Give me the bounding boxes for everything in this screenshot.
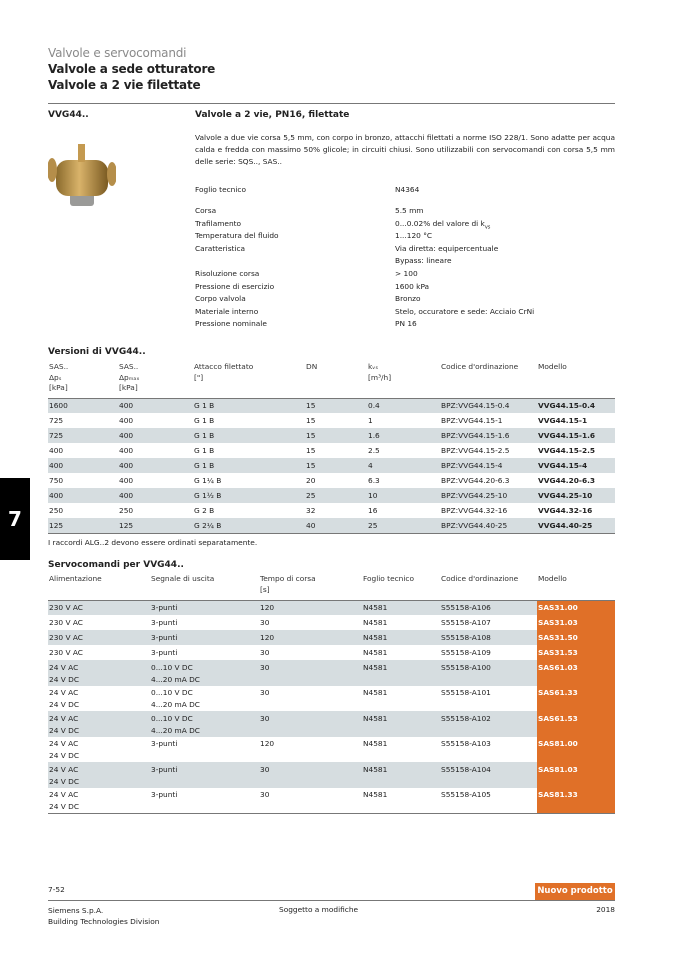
spec-row [195, 218, 615, 231]
spec-label: Materiale interno [195, 306, 259, 316]
table-cell: G 1 B [193, 458, 305, 473]
spec-row [195, 318, 615, 331]
table-row [48, 518, 615, 533]
table-cell: 30 [260, 617, 270, 627]
table-cell: SAS31.03 [537, 615, 615, 630]
table-cell: 24 V AC 24 V DC [48, 711, 150, 737]
table-cell: S55158-A100 [440, 660, 537, 686]
table-cell: VVG44.15-0.4 [537, 398, 615, 413]
table-row [48, 413, 615, 428]
table-cell: SAS61.53 [537, 711, 615, 737]
column-header: SAS.. Δpₘₐₓ [kPa] [119, 362, 140, 392]
table-row [48, 686, 615, 712]
table-cell: BPZ:VVG44.15-2.5 [441, 445, 510, 455]
table-cell: 400 [118, 458, 193, 473]
column-header: Codice d'ordinazione [441, 362, 519, 371]
table-row [48, 788, 615, 814]
table-row [48, 645, 615, 660]
table-row [48, 503, 615, 518]
spec-row [195, 230, 615, 243]
table-cell: G 1 B [193, 428, 305, 443]
table-row [48, 630, 615, 645]
spec-label: Pressione nominale [195, 319, 267, 329]
table-cell: SAS81.00 [537, 737, 615, 763]
table-cell: VVG44.15-1 [538, 415, 588, 425]
table-cell: VVG44.15-1.6 [537, 428, 615, 443]
table-cell: 15 [306, 445, 316, 455]
table-cell: 1 [368, 415, 373, 425]
actuators-table [48, 574, 615, 814]
spec-value-text: > 100 [395, 268, 418, 278]
table-cell: SAS31.53 [537, 645, 615, 660]
valve-image [48, 140, 116, 210]
column-header: Codice d'ordinazione [441, 574, 519, 583]
table-row [48, 737, 615, 763]
table-cell: 2.5 [368, 445, 380, 455]
table-cell: 25 [305, 488, 367, 503]
column-header: Attacco filettato ["] [194, 362, 254, 382]
spec-row [195, 281, 615, 294]
table-cell: S55158-A103 [441, 739, 491, 748]
table-cell: 40 [305, 518, 367, 533]
table-cell: 125 [48, 518, 118, 533]
table-cell: S55158-A106 [440, 600, 537, 615]
table-cell: 30 [260, 647, 270, 657]
table-cell: S55158-A101 [441, 688, 491, 697]
table-cell: 15 [306, 415, 316, 425]
table-cell: 400 [119, 445, 134, 455]
category-heading: Valvole e servocomandi [48, 46, 187, 60]
table-cell: 3-punti [151, 617, 178, 627]
spec-value [395, 255, 452, 268]
table-cell: 6.3 [368, 475, 380, 485]
table-row [48, 762, 615, 788]
table-cell: 400 [119, 475, 134, 485]
spec-value [395, 230, 432, 243]
table-cell: S55158-A105 [441, 790, 491, 799]
spec-label: Pressione di esercizio [195, 281, 275, 291]
table-cell: G 1¼ B [194, 475, 222, 485]
table-cell: 16 [368, 505, 378, 515]
table-cell: 230 V AC [48, 600, 150, 615]
table-cell: 120 [259, 600, 362, 615]
page-title: Valvole a sede otturatore [48, 62, 216, 76]
table-row [48, 660, 615, 686]
table-cell: S55158-A107 [441, 617, 491, 627]
table-cell: 0...10 V DC 4...20 mA DC [151, 688, 200, 709]
product-title: Valvole a 2 vie, PN16, filettate [195, 110, 350, 120]
table-cell: 250 [119, 505, 134, 515]
table-row [48, 458, 615, 473]
table-cell: N4581 [362, 660, 440, 686]
table-cell: VVG44.32-16 [538, 505, 593, 515]
table-cell: 400 [118, 428, 193, 443]
table-cell: BPZ:VVG44.15-0.4 [440, 398, 537, 413]
column-header: Alimentazione [49, 574, 102, 583]
table-row [48, 443, 615, 458]
actuators-title: Servocomandi per VVG44.. [48, 560, 184, 570]
spec-label: Risoluzione corsa [195, 268, 260, 278]
spec-value: N4364 [395, 185, 420, 194]
page-subtitle: Valvole a 2 vie filettate [48, 78, 201, 92]
table-cell: 120 [259, 630, 362, 645]
table-cell: 25 [367, 518, 440, 533]
table-cell: SAS61.03 [537, 660, 615, 686]
table-cell: 30 [260, 790, 270, 799]
table-cell: 15 [305, 398, 367, 413]
table-cell: N4581 [363, 790, 388, 799]
column-header: Segnale di uscita [151, 574, 215, 583]
table-cell: 400 [119, 415, 134, 425]
chapter-tab: 7 [0, 478, 30, 560]
datasheet-row [195, 184, 615, 197]
spec-value-text: Bypass: lineare [395, 256, 452, 266]
table-cell: 1600 [48, 398, 118, 413]
table-cell: SAS31.00 [537, 600, 615, 615]
table-cell: 0...10 V DC 4...20 mA DC [150, 711, 259, 737]
spec-value [395, 218, 490, 231]
table-cell: G 1 B [193, 398, 305, 413]
table-cell: 30 [259, 762, 362, 788]
column-header: SAS.. Δpₛ [kPa] [49, 362, 69, 392]
table-cell: G 2¼ B [193, 518, 305, 533]
table-row [48, 473, 615, 488]
spec-value-text: 1600 kPa [395, 281, 430, 291]
column-header: Modello [538, 574, 567, 583]
spec-label: Temperatura del fluido [195, 231, 279, 241]
table-cell: N4581 [362, 711, 440, 737]
column-header: DN [306, 362, 318, 371]
table-cell: 400 [48, 488, 118, 503]
versions-table [48, 362, 615, 534]
table-cell: 4 [367, 458, 440, 473]
spec-row [195, 255, 615, 268]
table-cell: 125 [118, 518, 193, 533]
versions-title: Versioni di VVG44.. [48, 347, 146, 357]
column-header: kᵥₛ [m³/h] [368, 362, 392, 382]
column-header: Modello [538, 362, 567, 371]
division-name: Building Technologies Division [48, 917, 160, 926]
table-row [48, 428, 615, 443]
spec-row [195, 306, 615, 319]
table-cell: 24 V AC 24 V DC [49, 739, 80, 760]
table-cell: 3-punti [151, 647, 178, 657]
table-cell: 30 [259, 660, 362, 686]
table-cell: 0...10 V DC 4...20 mA DC [150, 660, 259, 686]
table-cell: BPZ:VVG44.32-16 [441, 505, 508, 515]
spec-row [195, 268, 615, 281]
table-cell: N4581 [363, 739, 388, 748]
table-cell: 230 V AC [49, 617, 83, 627]
spec-value-text: Stelo, occuratore e sede: Acciaio CrNi [395, 306, 535, 316]
company-name: Siemens S.p.A. [48, 906, 104, 915]
table-cell: VVG44.40-25 [537, 518, 615, 533]
table-row [48, 600, 615, 615]
table-cell: G 1½ B [193, 488, 305, 503]
table-cell: BPZ:VVG44.15-1.6 [440, 428, 537, 443]
spec-value-text: 1...120 °C [395, 231, 433, 241]
page-number: 7-52 [48, 885, 65, 894]
table-cell: G 1 B [194, 415, 215, 425]
table-cell: 24 V AC 24 V DC [48, 762, 150, 788]
table-cell: 30 [260, 688, 270, 697]
table-cell: 750 [49, 475, 64, 485]
table-cell: N4581 [362, 630, 440, 645]
spec-value [395, 281, 429, 294]
spec-value-text: Bronzo [395, 294, 421, 304]
spec-value-text: PN 16 [395, 319, 417, 329]
table-cell: 3-punti [151, 790, 178, 799]
divider [48, 103, 615, 104]
table-cell: 400 [118, 398, 193, 413]
table-cell: 725 [49, 415, 64, 425]
table-cell: 15 [305, 458, 367, 473]
new-product-badge: Nuovo prodotto [535, 883, 615, 900]
table-cell: 15 [305, 428, 367, 443]
table-cell: BPZ:VVG44.25-10 [440, 488, 537, 503]
table-cell: 20 [306, 475, 316, 485]
spec-row [195, 293, 615, 306]
footer-divider [48, 900, 615, 901]
table-cell: 24 V AC 24 V DC [49, 688, 80, 709]
table-cell: 10 [367, 488, 440, 503]
table-row [48, 398, 615, 413]
table-cell: S55158-A108 [440, 630, 537, 645]
table-cell: SAS61.33 [537, 686, 615, 712]
table-cell: VVG44.25-10 [537, 488, 615, 503]
table-cell: SAS31.50 [537, 630, 615, 645]
table-cell: G 2 B [194, 505, 215, 515]
table-cell: N4581 [363, 617, 388, 627]
table-cell: VVG44.15-2.5 [538, 445, 596, 455]
table-cell: N4581 [362, 600, 440, 615]
spec-value-text: Via diretta: equipercentuale [395, 243, 499, 253]
spec-value [395, 293, 421, 306]
table-cell: 120 [260, 739, 275, 748]
table-cell: VVG44.15-4 [537, 458, 615, 473]
spec-label: Corpo valvola [195, 294, 246, 304]
table-cell: 230 V AC [49, 647, 83, 657]
spec-label: Caratteristica [195, 243, 246, 253]
spec-value [395, 205, 424, 218]
spec-label [195, 255, 395, 268]
table-cell: 32 [306, 505, 316, 515]
table-cell: G 1 B [194, 445, 215, 455]
table-cell: 30 [259, 711, 362, 737]
table-row [48, 711, 615, 737]
spec-value-text: 0...0.02% del valore di k [395, 218, 485, 228]
spec-row [195, 205, 615, 218]
table-cell: 400 [48, 458, 118, 473]
table-cell: SAS81.33 [537, 788, 615, 814]
column-header: Foglio tecnico [363, 574, 415, 583]
table-cell: VVG44.20-6.3 [538, 475, 596, 485]
table-cell: N4581 [363, 688, 388, 697]
table-cell: 400 [118, 488, 193, 503]
table-row [48, 488, 615, 503]
table-cell: 400 [49, 445, 64, 455]
table-cell: BPZ:VVG44.15-4 [440, 458, 537, 473]
table-cell: 725 [48, 428, 118, 443]
table-cell: 1.6 [367, 428, 440, 443]
spec-label: Trafilamento [195, 218, 242, 228]
footer-year: 2018 [596, 905, 615, 914]
footer-notice: Soggetto a modifiche [279, 905, 359, 914]
table-cell: 250 [49, 505, 64, 515]
table-cell: 24 V AC 24 V DC [49, 790, 80, 811]
spec-label: Corsa [195, 206, 217, 215]
table-cell: N4581 [362, 762, 440, 788]
product-description: Valvole a due vie corsa 5,5 mm, con corpo in bronzo, attacchi filettati a norme ISO 228/1. Sono adatte per acqua calda e fredda con massimo 50% glicole; in circuiti chiusi. Sono utilizzabili con servocomandi con corsa 5,5 mm delle serie: SQS.., SAS.. [195, 133, 615, 166]
table-cell: N4581 [363, 647, 388, 657]
spec-value [395, 243, 498, 256]
column-header: Tempo di corsa [s] [260, 574, 316, 594]
product-code: VVG44.. [48, 110, 89, 120]
spec-value [395, 306, 534, 319]
table-cell: BPZ:VVG44.15-1 [441, 415, 503, 425]
table-cell: 24 V AC 24 V DC [48, 660, 150, 686]
table-cell: 230 V AC [48, 630, 150, 645]
spec-label: Foglio tecnico [195, 185, 247, 194]
footer-company [48, 905, 159, 927]
spec-value [395, 318, 417, 331]
table-cell: S55158-A102 [440, 711, 537, 737]
spec-list [195, 205, 615, 331]
table-cell: SAS81.03 [537, 762, 615, 788]
table-cell: 3-punti [150, 600, 259, 615]
spec-value-text: 5.5 mm [395, 206, 424, 215]
spec-value [395, 268, 418, 281]
table-cell: 3-punti [150, 630, 259, 645]
table-cell: S55158-A109 [441, 647, 491, 657]
table-row [48, 615, 615, 630]
spec-row [195, 243, 615, 256]
table-cell: BPZ:VVG44.20-6.3 [441, 475, 510, 485]
table-cell: 0.4 [367, 398, 440, 413]
versions-note: I raccordi ALG..2 devono essere ordinati separatamente. [48, 538, 258, 547]
table-cell: BPZ:VVG44.40-25 [440, 518, 537, 533]
table-cell: 3-punti [150, 762, 259, 788]
spec-value-subscript: vs [484, 224, 491, 231]
table-cell: 3-punti [151, 739, 178, 748]
table-cell: S55158-A104 [440, 762, 537, 788]
